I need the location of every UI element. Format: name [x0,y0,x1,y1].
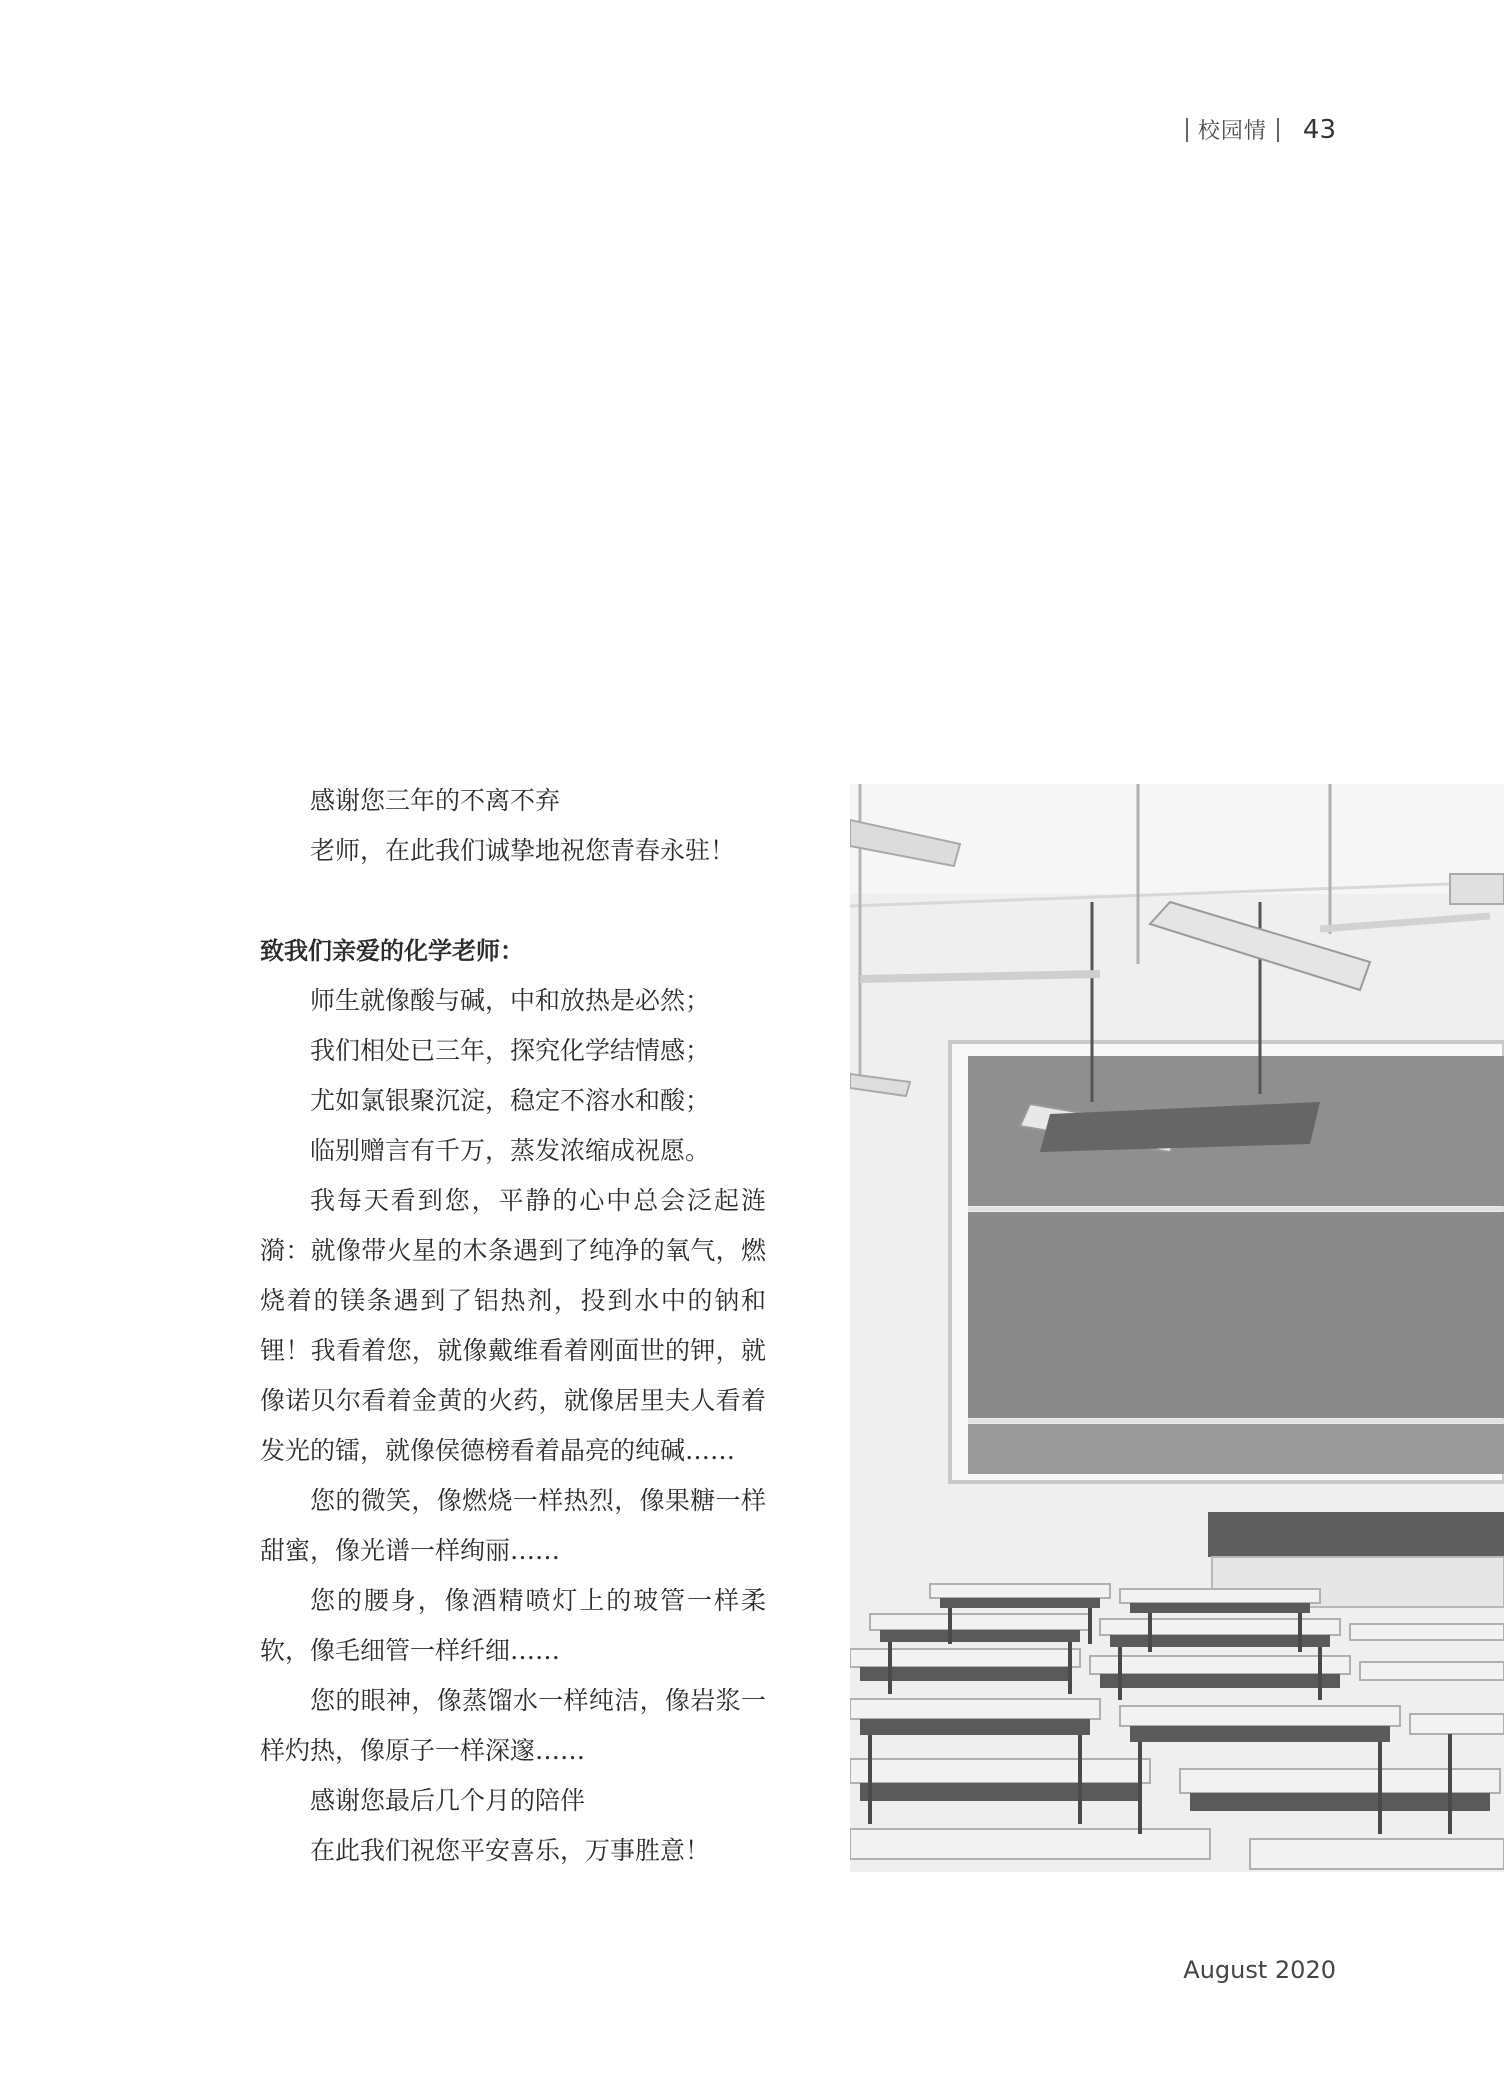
article-paragraph: 您的腰身，像酒精喷灯上的玻管一样柔软，像毛细管一样纤细…… [260,1586,766,1665]
article-line: 感谢您最后几个月的陪伴 [310,1786,586,1815]
article-paragraph: 我每天看到您，平静的心中总会泛起涟漪：就像带火星的木条遇到了纯净的氧气，燃烧着的镁条遇到了铝热剂，投到水中的钠和锂！我看着您，就像戴维看着刚面世的钾，就像诺贝尔看着金黄的火药，就像居里夫人看着发光的镭，就像侯德榜看着晶亮的纯碱…… [260,1186,766,1465]
header-divider [1186,118,1188,142]
article-paragraph: 您的眼神，像蒸馏水一样纯洁，像岩浆一样灼热，像原子一样深邃…… [260,1686,766,1765]
article-line: 我们相处已三年，探究化学结情感； [310,1036,711,1065]
article-line: 感谢您三年的不离不弃 [310,786,561,815]
section-title: 校园情 [1197,119,1267,144]
article-paragraph: 您的微笑，像燃烧一样热烈，像果糖一样甜蜜，像光谱一样绚丽…… [260,1486,766,1565]
article-heading: 致我们亲爱的化学老师： [260,937,524,965]
article-line: 师生就像酸与碱，中和放热是必然； [310,986,711,1015]
issue-date: August 2020 [1183,1956,1336,1984]
running-header [1186,114,1336,145]
header-divider [1277,118,1279,142]
page-number: 43 [1302,114,1336,145]
article-line: 老师，在此我们诚挚地祝您青春永驻！ [310,836,736,865]
classroom-photo [850,784,1504,1872]
article-line: 尤如氯银聚沉淀，稳定不溶水和酸； [310,1086,711,1115]
article-line: 临别赠言有千万，蒸发浓缩成祝愿。 [310,1136,711,1165]
paragraph-gap [260,876,766,926]
article-line: 在此我们祝您平安喜乐，万事胜意！ [310,1836,711,1865]
classroom-illustration [850,784,1504,1872]
article-body [260,776,766,1876]
